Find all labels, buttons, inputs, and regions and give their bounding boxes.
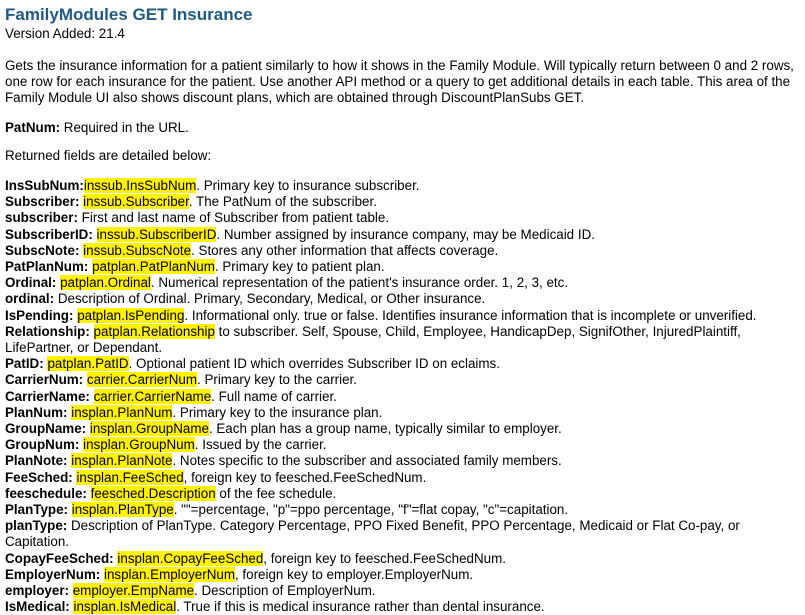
field-source-highlight: inssub.SubscriberID (96, 226, 217, 242)
field-name: PlanType: (5, 502, 68, 518)
field-source-highlight: insplan.PlanNum (71, 404, 173, 420)
field-row (5, 453, 795, 469)
field-description: of the fee schedule. (215, 485, 337, 501)
patnum-text: Required in the URL. (60, 120, 189, 135)
field-description: . Primary key to patient plan. (214, 259, 385, 275)
field-source-highlight: employer.EmpName (72, 583, 195, 599)
field-description: . Description of EmployerNum. (194, 583, 376, 599)
field-name: Subscriber: (5, 194, 80, 210)
field-name: CarrierNum: (5, 372, 84, 388)
field-name: ordinal: (5, 291, 55, 307)
field-description: . Number assigned by insurance company, may be Medicaid ID. (216, 226, 595, 242)
field-name: planType: (5, 518, 68, 534)
field-description: . Informational only. true or false. Identifies insurance information that is incomplete or unverified. (184, 307, 757, 323)
field-source-highlight: patplan.Ordinal (60, 275, 151, 291)
field-row (5, 356, 795, 372)
field-source-highlight: inssub.Subscriber (83, 194, 189, 210)
field-row (5, 178, 795, 194)
field-source-highlight: insplan.CopayFeeSched (117, 550, 264, 566)
returned-fields-list (5, 178, 795, 615)
field-name: CopayFeeSched: (5, 550, 114, 566)
field-source-highlight: patplan.PatPlanNum (92, 259, 215, 275)
field-row (5, 308, 795, 324)
field-source-highlight: patplan.IsPending (77, 307, 185, 323)
field-name: PlanNum: (5, 404, 68, 420)
field-row (5, 372, 795, 388)
field-description: . ""=percentage, "p"=ppo percentage, "f"=flat copay, "c"=capitation. (173, 502, 569, 518)
field-source-highlight: carrier.CarrierNum (86, 372, 197, 388)
field-description: , foreign key to feesched.FeeSchedNum. (263, 550, 506, 566)
field-row (5, 518, 795, 550)
field-description: . Optional patient ID which overrides Subscriber ID on eclaims. (128, 356, 500, 372)
field-description: First and last name of Subscriber from patient table. (81, 210, 390, 226)
field-description: . Stores any other information that affects coverage. (191, 242, 499, 258)
field-source-highlight: insplan.FeeSched (76, 469, 184, 485)
field-description: . True if this is medical insurance rather than dental insurance. (176, 599, 545, 615)
field-row (5, 421, 795, 437)
field-description: . Full name of carrier. (211, 388, 337, 404)
patnum-label: PatNum: (5, 120, 61, 135)
field-name: feeschedule: (5, 485, 87, 501)
field-name: PatID: (5, 356, 44, 372)
field-name: InsSubNum: (5, 178, 84, 193)
field-row (5, 194, 795, 210)
field-description: . Primary key to the insurance plan. (172, 404, 383, 420)
field-source-highlight: inssub.SubscNote (83, 242, 192, 258)
field-name: IsPending: (5, 307, 74, 323)
field-row (5, 567, 795, 583)
field-description: , foreign key to employer.EmployerNum. (234, 566, 474, 582)
returned-fields-heading: Returned fields are detailed below: (5, 148, 212, 163)
field-row (5, 486, 795, 502)
field-description: . Notes specific to the subscriber and associated family members. (172, 453, 562, 469)
field-description: . Primary key to the carrier. (197, 372, 357, 388)
field-source-highlight: insplan.PlanType (71, 502, 174, 518)
field-description: Description of PlanType. Category Percentage, PPO Fixed Benefit, PPO Percentage, Medicaid or Flat Co-pay, or Capitation. (5, 518, 740, 550)
field-name: GroupName: (5, 421, 87, 437)
field-row (5, 437, 795, 453)
field-name: PlanNote: (5, 453, 68, 469)
field-source-highlight: carrier.CarrierName (93, 388, 212, 404)
field-source-highlight: inssub.InsSubNum (83, 178, 197, 193)
field-row (5, 243, 795, 259)
field-name: Relationship: (5, 323, 90, 339)
field-description: , foreign key to feesched.FeeSchedNum. (183, 469, 427, 485)
field-row (5, 389, 795, 405)
field-description: Description of Ordinal. Primary, Secondary, Medical, or Other insurance. (57, 291, 486, 307)
field-description: . Each plan has a group name, typically similar to employer. (208, 421, 562, 437)
field-description: . The PatNum of the subscriber. (188, 194, 377, 210)
field-description: . Issued by the carrier. (194, 437, 327, 453)
field-name: subscriber: (5, 210, 78, 226)
field-description: . Numerical representation of the patient's insurance order. 1, 2, 3, etc. (150, 275, 569, 291)
field-source-highlight: feesched.Description (90, 485, 216, 501)
field-source-highlight: insplan.GroupName (89, 421, 209, 437)
field-source-highlight: patplan.Relationship (93, 323, 215, 339)
field-name: SubscriberID: (5, 226, 93, 242)
field-row (5, 210, 795, 226)
field-row (5, 583, 795, 599)
field-source-highlight: insplan.IsMedical (73, 599, 177, 615)
field-name: SubscNote: (5, 242, 80, 258)
field-row (5, 599, 795, 615)
field-source-highlight: insplan.PlanNote (71, 453, 173, 469)
field-row (5, 470, 795, 486)
page-title: FamilyModules GET Insurance (5, 5, 253, 24)
field-row (5, 405, 795, 421)
field-name: CarrierName: (5, 388, 90, 404)
field-source-highlight: patplan.PatID (47, 356, 129, 372)
field-description: . Primary key to insurance subscriber. (196, 178, 420, 193)
field-name: EmployerNum: (5, 566, 101, 582)
version-added: Version Added: 21.4 (5, 26, 125, 41)
field-row (5, 551, 795, 567)
intro-paragraph: Gets the insurance information for a patient similarly to how it shows in the Family Module. Will typically return between 0 and 2 rows, one row for each insurance for the patient. Use another API method or a query to get additional details in each table. This area of the Family Module UI also shows discount plans, which are obtained through DiscountPlanSubs GET. (5, 58, 794, 105)
field-name: IsMedical: (5, 599, 70, 615)
field-name: GroupNum: (5, 437, 80, 453)
field-source-highlight: insplan.EmployerNum (103, 566, 235, 582)
field-row (5, 227, 795, 243)
field-source-highlight: insplan.GroupNum (83, 437, 195, 453)
field-name: Ordinal: (5, 275, 57, 291)
field-name: employer: (5, 583, 69, 599)
field-row (5, 291, 795, 307)
field-row (5, 275, 795, 291)
field-row (5, 259, 795, 275)
patnum-parameter (5, 120, 801, 136)
field-row (5, 324, 795, 356)
field-name: FeeSched: (5, 469, 73, 485)
field-name: PatPlanNum: (5, 259, 89, 275)
field-description: to subscriber. Self, Spouse, Child, Employee, HandicapDep, SignifOther, InjuredPlaintiff, LifePartner, or Dependant. (5, 323, 741, 356)
field-row (5, 502, 795, 518)
